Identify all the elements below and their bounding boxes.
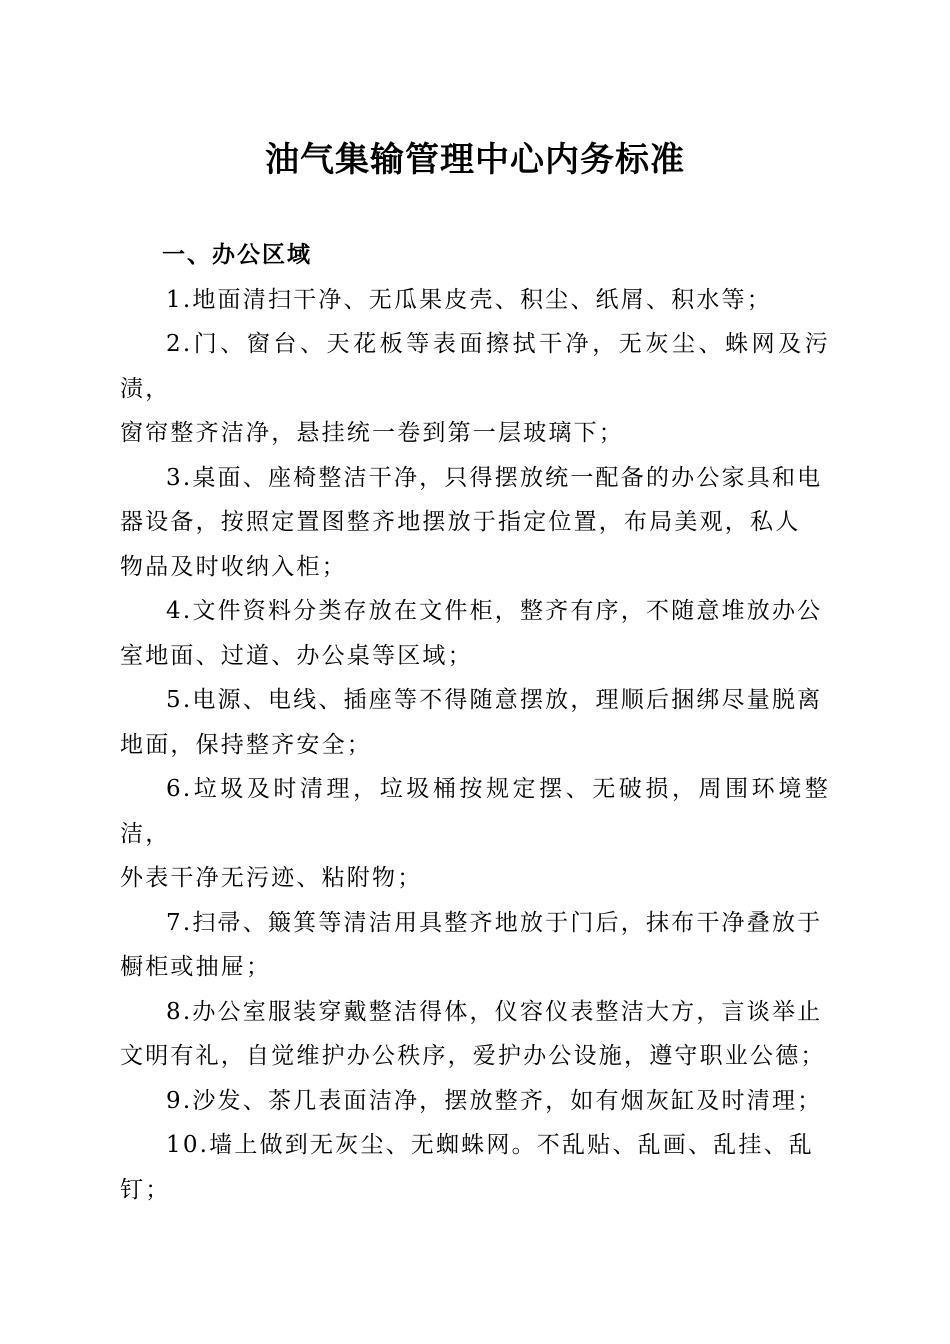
section-heading: 一、办公区域 — [162, 242, 312, 268]
item-4-line-1: 4.文件资料分类存放在文件柜，整齐有序，不随意堆放办公 — [166, 598, 823, 624]
item-4-line-2: 室地面、过道、办公桌等区域； — [120, 642, 473, 669]
item-10-line-1: 10.墙上做到无灰尘、无蜘蛛网。不乱贴、乱画、乱挂、乱 — [166, 1132, 814, 1158]
item-9-line-1: 9.沙发、茶几表面洁净，摆放整齐，如有烟灰缸及时清理； — [166, 1087, 823, 1114]
item-5-line-2: 地面，保持整齐安全； — [120, 731, 372, 758]
list-item-3 — [120, 456, 830, 590]
item-3-line-3: 物品及时收纳入柜； — [120, 553, 347, 580]
item-10-line-2: 钉； — [120, 1176, 171, 1203]
item-8-line-2: 文明有礼，自觉维护办公秩序，爱护办公设施，遵守职业公德； — [120, 1043, 826, 1069]
document-body — [120, 233, 830, 1212]
list-item-10 — [120, 1123, 830, 1212]
item-5-line-1: 5.电源、电线、插座等不得随意摆放，理顺后捆绑尽量脱离 — [166, 687, 823, 713]
item-1-line-1: 1.地面清扫干净、无瓜果皮壳、积尘、纸屑、积水等； — [166, 286, 772, 313]
list-item-2 — [120, 322, 830, 456]
list-item-9 — [120, 1079, 830, 1124]
list-item-6 — [120, 767, 830, 901]
item-3-line-2: 器设备，按照定置图整齐地摆放于指定位置，布局美观，私人 — [120, 509, 801, 535]
item-6-line-2: 外表干净无污迹、粘附物； — [120, 865, 423, 891]
item-7-line-2: 橱柜或抽屉； — [120, 954, 272, 980]
list-item-8 — [120, 990, 830, 1079]
item-3-line-1: 3.桌面、座椅整洁干净，只得摆放统一配备的办公家具和电 — [166, 464, 823, 491]
item-6-line-1: 6.垃圾及时清理，垃圾桶按规定摆、无破损，周围环境整洁， — [120, 776, 830, 847]
item-2-line-1: 2.门、窗台、天花板等表面擦拭干净，无灰尘、蛛网及污渍， — [120, 331, 830, 402]
list-item-7 — [120, 901, 830, 990]
item-2-line-2: 窗帘整齐洁净，悬挂统一卷到第一层玻璃下； — [120, 420, 624, 446]
item-8-line-1: 8.办公室服装穿戴整洁得体，仪容仪表整洁大方，言谈举止 — [166, 998, 823, 1025]
list-item-5 — [120, 678, 830, 767]
list-item-1 — [120, 278, 830, 323]
document-title: 油气集输管理中心内务标准 — [265, 140, 685, 180]
item-7-line-1: 7.扫帚、簸箕等清洁用具整齐地放于门后，抹布干净叠放于 — [166, 909, 823, 936]
list-item-4 — [120, 589, 830, 678]
